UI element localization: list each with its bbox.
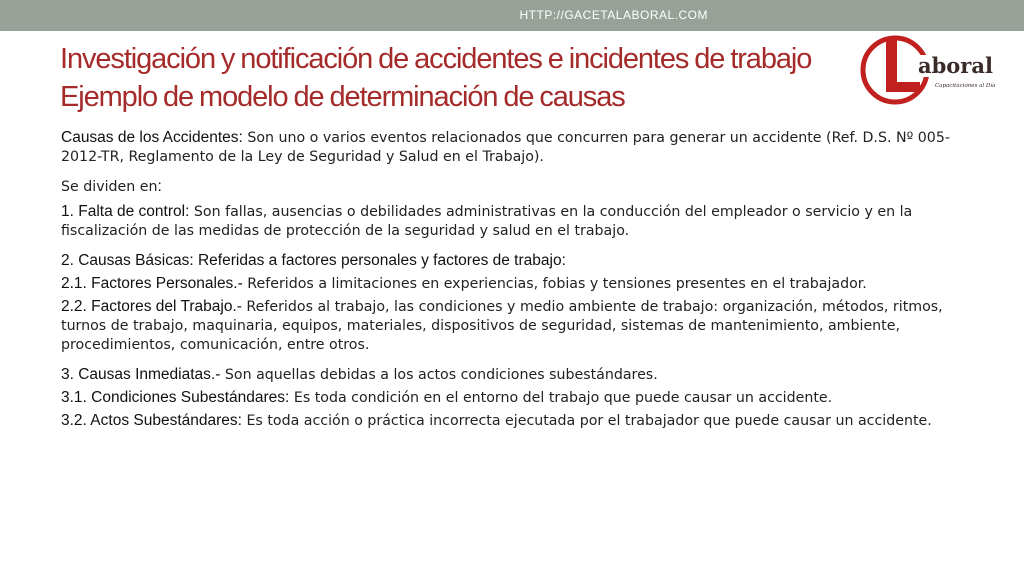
text-factores-trabajo: Referidos al trabajo, las condiciones y medio ambiente de trabajo: organización, métodos, ritmos, turnos de trabajo, maquinaria, equipos, materiales, dispositivos de seguridad, sistemas de mantenimiento, ambiente, procedimientos, comunicación, entre otros. <box>61 299 943 353</box>
paragraph-condiciones <box>61 388 966 408</box>
paragraph-falta-control <box>61 202 966 241</box>
header-bar <box>0 0 1024 31</box>
term-factores-personales: 2.1. Factores Personales.- <box>61 275 243 292</box>
text-falta-control: Son fallas, ausencias o debilidades administrativas en la conducción del empleador o servicio y en la fiscalización de las medidas de protección de la seguridad y salud en el trabajo. <box>61 204 913 239</box>
term-condiciones-subestandares: 3.1. Condiciones Subestándares: <box>61 389 290 406</box>
text-condiciones-subestandares: Es toda condición en el entorno del trabajo que puede causar un accidente. <box>289 390 833 406</box>
paragraph-factores-trabajo <box>61 297 966 355</box>
title-line-2: Ejemplo de modelo de determinación de causas <box>60 81 625 113</box>
paragraph-dividen <box>61 177 966 197</box>
paragraph-causas-inmediatas <box>61 365 966 385</box>
logo-tagline: Capacitaciones al Día <box>935 83 996 89</box>
page-title <box>60 40 860 116</box>
paragraph-actos <box>61 411 966 431</box>
paragraph-factores-personales <box>61 274 966 294</box>
term-causas-basicas: 2. Causas Básicas: Referidas a factores personales y factores de trabajo: <box>61 252 566 269</box>
text-se-dividen: Se dividen en <box>61 179 158 195</box>
logo-wordmark: aboral <box>918 53 993 78</box>
term-actos-subestandares: 3.2. Actos Subestándares: <box>61 412 242 429</box>
text-factores-personales: Referidos a limitaciones en experiencias, fobias y tensiones presentes en el trabajador. <box>242 276 867 292</box>
text-causas-accidentes: Son uno o varios eventos relacionados que concurren para generar un accidente (Ref. D.S. Nº 005-2012-TR, Reglamento de la Ley de Seguridad y Salud en el Trabajo). <box>61 130 950 165</box>
text-actos-subestandares: Es toda acción o práctica incorrecta ejecutada por el trabajador que puede causar un accidente. <box>241 413 932 429</box>
term-causas-inmediatas: 3. Causas Inmediatas.- <box>61 366 221 383</box>
text-causas-inmediatas: Son aquellas debidas a los actos condiciones subestándares. <box>220 367 658 383</box>
term-factores-trabajo: 2.2. Factores del Trabajo.- <box>61 298 242 315</box>
text-colon: : <box>157 178 162 195</box>
content-body <box>61 128 966 431</box>
title-line-1: Investigación y notificación de accidentes e incidentes de trabajo <box>60 43 812 75</box>
website-url[interactable]: HTTP://GACETALABORAL.COM <box>519 8 708 22</box>
paragraph-causas-basicas <box>61 251 966 271</box>
term-falta-control: 1. Falta de control: <box>61 203 190 220</box>
term-causas-accidentes: Causas de los Accidentes: <box>61 129 243 146</box>
laboral-logo <box>858 33 998 107</box>
paragraph-causas <box>61 128 966 167</box>
